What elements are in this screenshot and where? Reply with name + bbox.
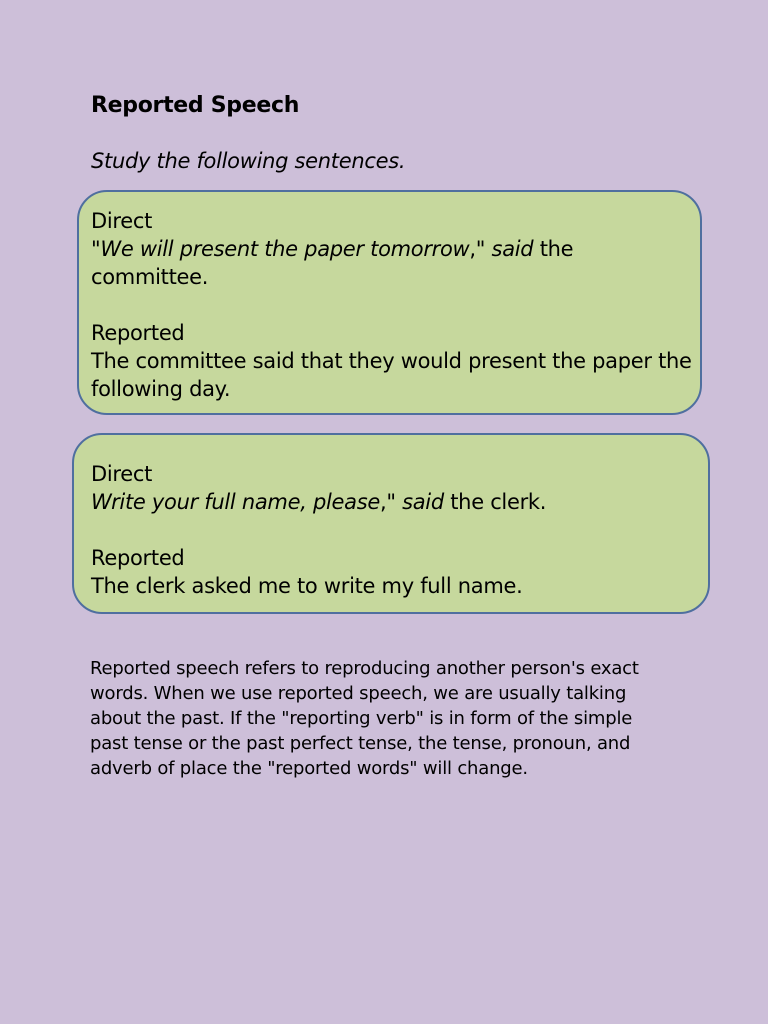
direct-sentence [91, 488, 691, 516]
explanation-line: about the past. If the "reporting verb" is in form of the simple [90, 708, 633, 729]
reported-sentence-line-1: The committee said that they would present the paper the [91, 349, 692, 373]
open-quote: " [91, 237, 101, 261]
reported-heading: Reported [91, 546, 185, 570]
page-title: Reported Speech [91, 93, 300, 118]
reported-sentence: The clerk asked me to write my full name. [91, 574, 523, 598]
close-quote: ," [469, 237, 492, 261]
quoted-words: We will present the paper tomorrow [100, 237, 470, 261]
reported-sentence-line-2: following day. [91, 377, 231, 401]
reported-heading: Reported [91, 321, 185, 345]
close-quote: ," [379, 490, 403, 514]
explanation-paragraph [90, 656, 690, 781]
example-box-2 [72, 433, 710, 614]
said-word: said [491, 237, 534, 261]
explanation-line: adverb of place the "reported words" will change. [90, 758, 528, 779]
direct-sentence-line-2: committee. [91, 265, 209, 289]
direct-heading: Direct [91, 209, 153, 233]
example-box-1 [77, 190, 702, 415]
said-word: said [402, 490, 444, 514]
explanation-line: words. When we use reported speech, we are usually talking [90, 683, 627, 704]
explanation-line: Reported speech refers to reproducing another person's exact [90, 658, 639, 679]
intro-instruction: Study the following sentences. [91, 149, 406, 173]
direct-heading: Direct [91, 462, 153, 486]
after-said: the clerk. [443, 490, 547, 514]
after-said: the [533, 237, 574, 261]
explanation-line: past tense or the past perfect tense, the tense, pronoun, and [90, 733, 631, 754]
direct-sentence-line-1 [91, 235, 688, 263]
quoted-words: Write your full name, please [91, 490, 380, 514]
